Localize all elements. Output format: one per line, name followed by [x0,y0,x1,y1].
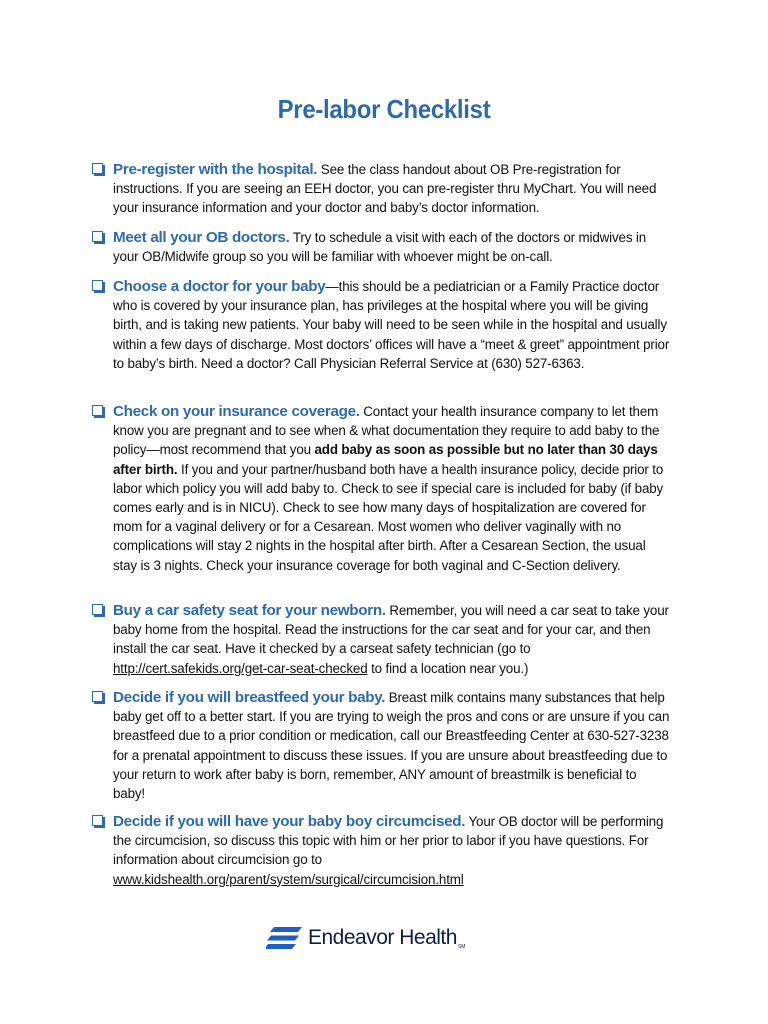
item-heading: Check on your insurance coverage [113,403,356,420]
checkbox-icon[interactable] [92,604,103,615]
item-heading-punct: . [461,813,466,830]
item-text: Try to schedule a visit with each of the doctors or midwives in your OB/Midwife group so you will be familiar with whoever might be on-call. [113,230,647,265]
checklist-item-choose-doctor [92,277,672,373]
item-text: If you and your partner/husband both have a health insurance policy, decide prior to labor which policy you will add baby to. Check to see if special care is included for baby (if baby comes early and is in NICU). Check to see how many days of hospitalization are covered for mom for a vaginal delivery or for a Cesarean. Most women who deliver vaginally with no complications will stay 2 nights in the hospital after birth. After a Cesarean Section, the usual stay is 3 nights. Check your insurance coverage for both vaginal and C-Section delivery. [113,461,664,573]
item-text: Breast milk contains many substances that help baby get off to a better start. If you are trying to weigh the pros and cons or are unsure if you can breastfeed due to a prior condition or medication, call our Breastfeeding Center at 630-527-3238 for a prenatal appointment to discuss these issues. If you are unsure about breastfeeding due to your return to work after baby is born, remember, ANY amount of breastmilk is beneficial to baby! [113,690,670,802]
checklist-item-car-seat [92,601,672,678]
item-heading: Decide if you will breastfeed your baby [113,689,382,706]
item-heading: Pre-register with the hospital [113,161,314,178]
item-heading: Choose a doctor for your baby [113,278,326,295]
item-heading: Buy a car safety seat for your newborn [113,602,382,619]
checklist-item-circumcision [92,812,672,889]
page-title: Pre-labor Checklist [277,94,491,124]
item-text: Remember, you will need a car seat to take your baby home from the hospital. Read the instructions for the car seat and for your car, and then install the car seat. Have it checked by a carseat safety technician (go to [113,603,669,657]
item-heading-punct: . [355,403,360,420]
checklist-item-breastfeed [92,688,672,803]
item-text: to find a location near you.) [367,660,529,676]
item-heading: Meet all your OB doctors [113,229,286,246]
car-seat-link[interactable]: http://cert.safekids.org/get-car-seat-checked [113,660,368,676]
endeavor-logo-icon [266,927,302,949]
checkbox-icon[interactable] [92,405,103,416]
checklist-item-meet-doctors [92,228,672,266]
logo-wordmark: Endeavor Health [308,926,457,949]
checkbox-icon[interactable] [92,231,103,242]
footer-logo [266,920,506,956]
checklist-item-insurance [92,402,672,575]
item-text-bold: add baby as soon as possible but no later than 30 days after birth. [113,442,658,477]
item-heading-punct: . [285,229,290,246]
item-text: Your OB doctor will be performing the circumcision, so discuss this topic with him or her prior to labor if you have questions. For information about circumcision go to [113,814,664,868]
circumcision-link[interactable]: www.kidshealth.org/parent/system/surgical/circumcision.html [113,871,464,887]
item-text: See the class handout about OB Pre-registration for instructions. If you are seeing an EEH doctor, you can pre-register thru MyChart. You will need your insurance information and your doctor and baby’s doctor information. [113,162,657,216]
item-text: —this should be a pediatrician or a Family Practice doctor who is covered by your insurance plan, has privileges at the hospital where you will be giving birth, and is taking new patients. Your baby will need to be seen while in the hospital and usually within a few days of discharge. Most doctors’ offices will have a “meet & greet” appointment prior to baby’s birth. Need a doctor? Call Physician Referral Service at (630) 527-6363. [113,279,670,371]
item-heading-punct: . [381,602,386,619]
item-heading: Decide if you will have your baby boy circumcised [113,813,462,830]
logo-service-mark: SM [457,944,466,950]
item-heading-punct: . [381,689,386,706]
checklist-item-preregister [92,160,672,218]
item-heading-punct: . [313,161,318,178]
checkbox-icon[interactable] [92,280,103,291]
item-text: Contact your health insurance company to let them know you are pregnant and to see when & what documentation they require to add baby to the policy—most recommend that you [113,404,660,458]
checkbox-icon[interactable] [92,691,103,702]
checkbox-icon[interactable] [92,815,103,826]
checkbox-icon[interactable] [92,163,103,174]
